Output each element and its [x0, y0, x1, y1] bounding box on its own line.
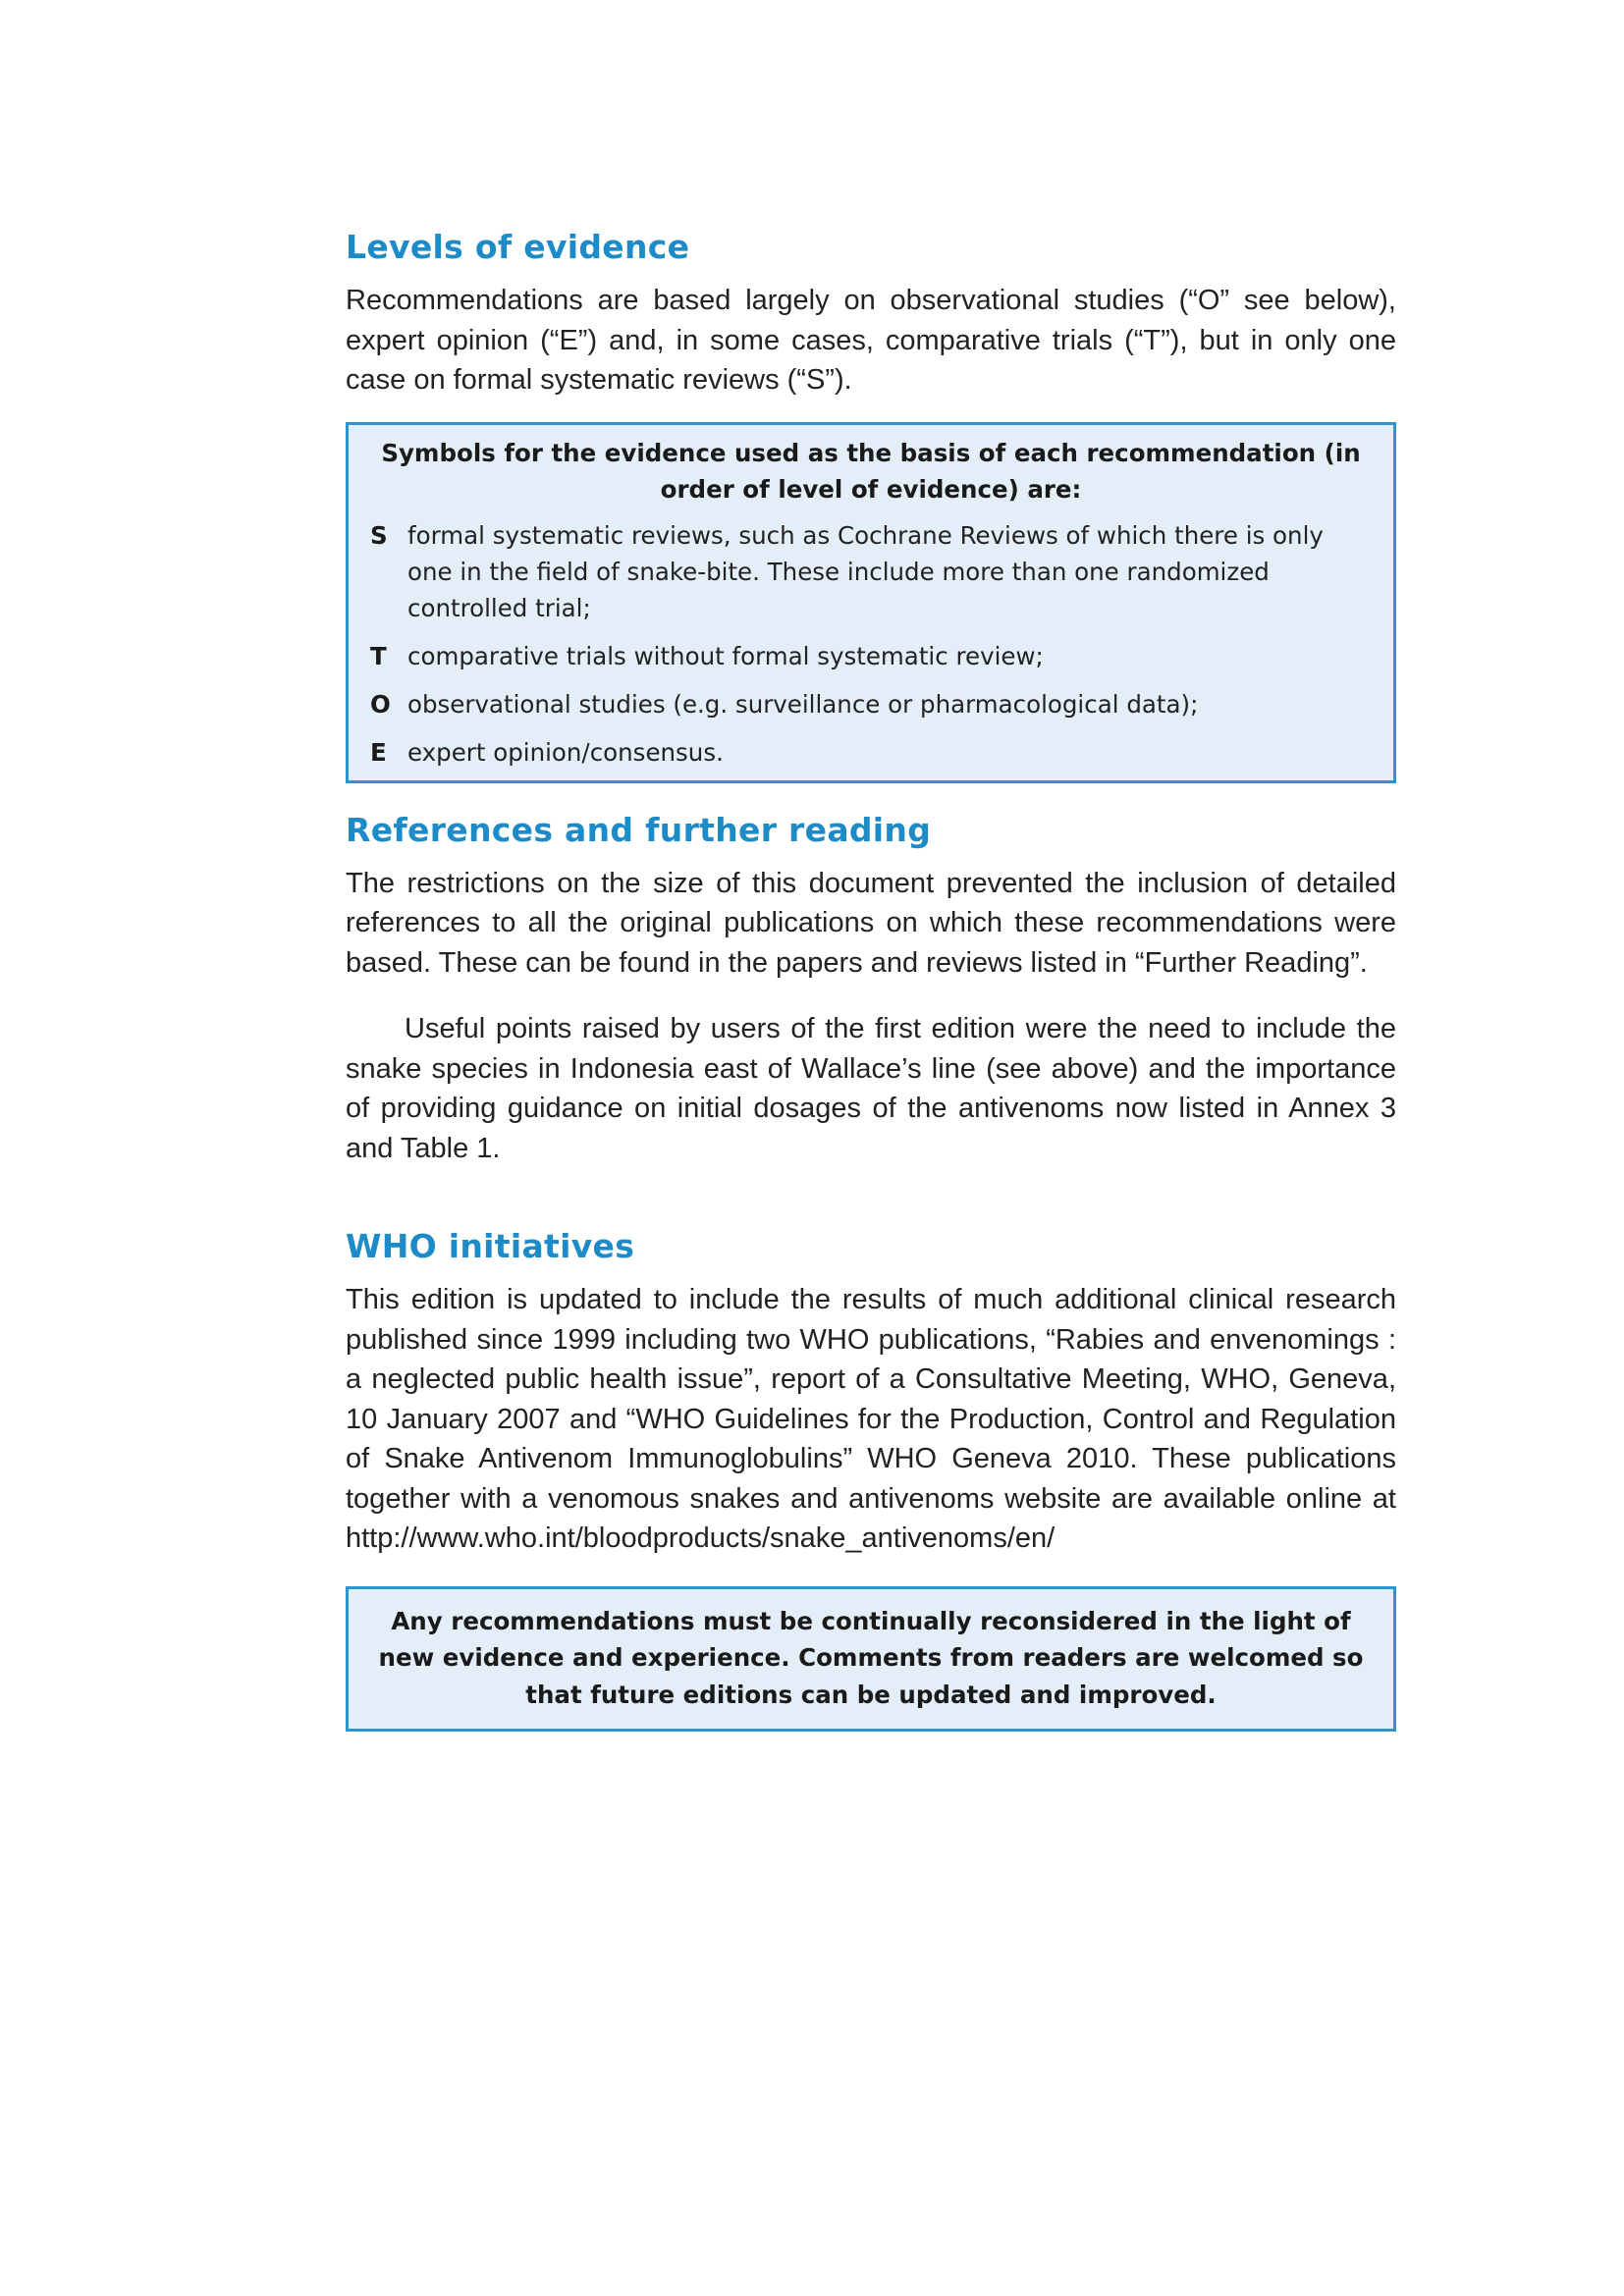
evidence-symbols-box [346, 422, 1396, 783]
evidence-symbol: E [370, 737, 387, 767]
evidence-item-t [370, 638, 1372, 674]
evidence-symbols-title: Symbols for the evidence used as the basis of each recommendation (in order of level of evidence) are: [381, 438, 1361, 504]
who-initiatives-heading: WHO initiatives [346, 1227, 635, 1265]
references-paragraph-2: Useful points raised by users of the first edition were the need to include the snake species in Indonesia east of Wallace’s line (see above) and the importance of providing guidance on initial dosages of the antivenoms now listed in Annex 3 and Table 1. [346, 1013, 1396, 1164]
references-paragraph-1: The restrictions on the size of this document prevented the inclusion of detailed references to all the original publications on which these recommendations were based. These can be found in the papers and reviews listed in “Further Reading”. [346, 867, 1396, 979]
evidence-symbol: O [370, 689, 391, 719]
levels-of-evidence-heading: Levels of evidence [346, 228, 690, 266]
evidence-description: comparative trials without formal systematic review; [407, 641, 1044, 670]
who-initiatives-section [346, 1227, 1396, 1732]
document-page [346, 228, 1396, 1732]
evidence-item-o [370, 686, 1372, 722]
evidence-symbol: T [370, 641, 387, 670]
evidence-item-e [370, 734, 1372, 771]
evidence-description: formal systematic reviews, such as Cochrane Reviews of which there is only one in the field of snake-bite. These include more than one randomized controlled trial; [407, 520, 1324, 622]
evidence-symbol: S [370, 520, 388, 550]
evidence-description: observational studies (e.g. surveillance or pharmacological data); [407, 689, 1199, 719]
evidence-item-s [370, 517, 1372, 626]
paragraph-spacer [346, 983, 1396, 1009]
levels-of-evidence-section [346, 228, 1396, 783]
levels-of-evidence-paragraph: Recommendations are based largely on observational studies (“O” see below), expert opinion (“E”) and, in some cases, comparative trials (“T”), but in only one case on formal systematic reviews (“S”). [346, 285, 1396, 396]
recommendations-note-box [346, 1586, 1396, 1733]
references-heading: References and further reading [346, 810, 932, 849]
evidence-description: expert opinion/consensus. [407, 737, 724, 767]
references-section [346, 811, 1396, 1169]
recommendations-note-text: Any recommendations must be continually reconsidered in the light of new evidence and experience. Comments from readers are welcomed so that future editions can be updated and improved. [378, 1606, 1364, 1709]
who-initiatives-paragraph: This edition is updated to include the results of much additional clinical research published since 1999 including two WHO publications, “Rabies and envenomings : a neglected public health issue”, report of a Consultative Meeting, WHO, Geneva, 10 January 2007 and “WHO Guidelines for the Production, Control and Regulation of Snake Antivenom Immunoglobulins” WHO Geneva 2010. These publications together with a venomous snakes and antivenoms website are available online at http://www.who.int/bloodproducts/snake_antivenoms/en/ [346, 1284, 1396, 1554]
